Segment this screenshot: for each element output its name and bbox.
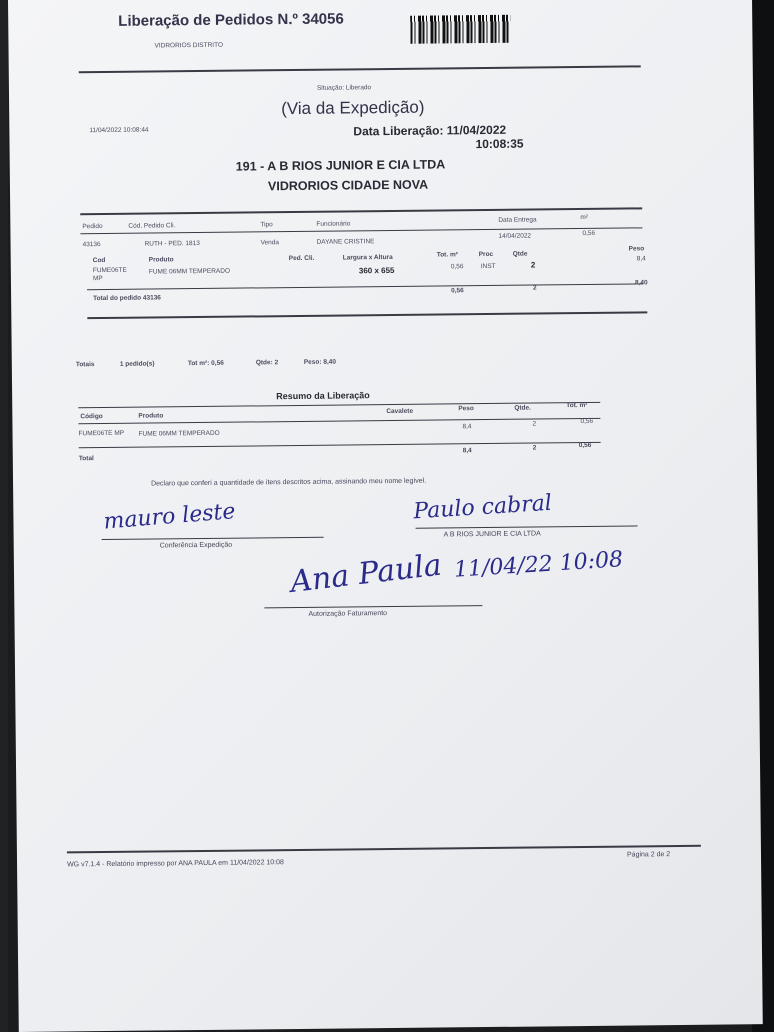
pedido-value-pedido: 43136 [82, 241, 101, 249]
item-header-cod: Cod [92, 256, 106, 265]
via-label: (Via da Expedição) [281, 97, 425, 119]
conferencia-label: Conferência Expedição [159, 541, 233, 550]
document-title: Liberação de Pedidos N.º 34056 [118, 10, 344, 30]
item-header-qtde: Qtde [512, 250, 528, 258]
pedido-header-pedido: Pedido [82, 223, 103, 231]
pedido-divider-top [80, 207, 642, 214]
resumo-header-peso: Peso [458, 405, 474, 413]
pedido-total-peso: 8,40 [634, 279, 648, 287]
print-datetime: 11/04/2022 10:08:44 [89, 126, 149, 135]
resumo-row-qtde: 2 [532, 420, 537, 428]
photo-background-left [0, 0, 8, 1032]
resumo-header-totm2: Tot. m² [566, 401, 588, 410]
resumo-total-m2: 0,56 [578, 441, 592, 450]
resumo-header-cavalete: Cavalete [386, 407, 414, 416]
resumo-header-qtde: Qtde. [514, 404, 531, 412]
loja-name: VIDRORIOS CIDADE NOVA [267, 177, 429, 194]
document-page [8, 0, 763, 1032]
resumo-total-label: Total [78, 455, 94, 463]
pedido-total-line [87, 283, 643, 290]
pedido-header-tipo: Tipo [260, 221, 273, 229]
resumo-row-codigo: FUME06TE MP [78, 429, 125, 438]
resumo-total-peso: 8,4 [462, 447, 472, 455]
signature-cliente: Paulo cabral [412, 490, 553, 525]
autorizacao-label: Autorização Faturamento [308, 610, 388, 618]
totais-qtde: Qtde: 2 [255, 359, 279, 367]
signature-conferencia: mauro leste [102, 499, 237, 535]
item-header-proc: Proc [478, 250, 494, 259]
pedido-header-codcli: Cód. Pedido Cli. [128, 222, 176, 230]
pedido-value-funcionario: DAYANE CRISTINE [316, 238, 375, 246]
declaracao-text: Declaro que conferi a quantidade de itens descritos acima, assinando meu nome legível. [151, 477, 427, 488]
resumo-total-line [79, 442, 601, 448]
situacao-label: Situação: Liberado [316, 84, 372, 92]
resumo-row-totm2: 0,56 [580, 417, 594, 426]
pedido-divider-bottom [87, 311, 647, 318]
footer-divider [67, 845, 701, 853]
cliente-name: 191 - A B RIOS JUNIOR E CIA LTDA [235, 157, 446, 174]
item-totm2: 0,56 [450, 263, 464, 271]
conferencia-line [102, 537, 324, 540]
resumo-row-peso: 8,4 [462, 423, 472, 431]
item-cod: FUME06TE MP [92, 266, 127, 283]
item-proc: INST [480, 262, 496, 271]
totais-pedidos: 1 pedido(s) [119, 360, 155, 368]
item-header-medidas: Largura x Altura [342, 253, 393, 262]
item-peso: 8,4 [636, 255, 646, 263]
resumo-row-produto: FUME 06MM TEMPERADO [138, 429, 220, 438]
pedido-total-qtde: 2 [533, 284, 537, 292]
item-header-peso: Peso [628, 245, 645, 253]
pedido-value-tipo: Venda [260, 239, 280, 247]
cliente-line [416, 525, 638, 528]
footer-page-number: Página 2 de 2 [626, 851, 671, 859]
resumo-header-produto: Produto [138, 412, 164, 420]
pedido-header-entrega: Data Entrega [498, 216, 537, 224]
pedido-value-entrega: 14/04/2022 [498, 232, 532, 240]
pedido-total-label: Total do pedido 43136 [93, 294, 161, 303]
cliente-label: A B RIOS JUNIOR E CIA LTDA [443, 530, 541, 539]
pedido-value-codcli: RUTH - PED. 1813 [144, 240, 200, 248]
signature-autorizacao: Ana Paula [288, 547, 444, 600]
resumo-title: Resumo da Liberação [276, 390, 370, 402]
item-header-pedcli: Ped. Cli. [288, 254, 315, 263]
totais-peso: Peso: 8,40 [303, 358, 337, 366]
item-qtde: 2 [530, 260, 536, 270]
item-produto: FUME 06MM TEMPERADO [148, 267, 231, 276]
header-divider [79, 65, 641, 72]
item-header-produto: Produto [148, 256, 174, 264]
data-liberacao: Data Liberação: 11/04/2022 [353, 122, 507, 139]
pedido-header-m2: m² [580, 213, 588, 222]
document-subtitle: VIDRORIOS DISTRITO [154, 41, 224, 50]
barcode-icon [410, 15, 510, 44]
pedido-header-funcionario: Funcionário [316, 220, 351, 228]
item-header-totm2: Tot. m² [436, 251, 458, 259]
totais-label: Totais [75, 361, 95, 369]
signature-data: 11/04/22 10:08 [453, 547, 624, 583]
hora-liberacao: 10:08:35 [475, 136, 524, 152]
footer-left: WG v7.1.4 - Relatório impresso por ANA PAULA em 11/04/2022 10:08 [67, 859, 284, 869]
resumo-total-qtde: 2 [532, 444, 537, 452]
pedido-total-m2: 0,56 [451, 287, 464, 295]
autorizacao-line [264, 605, 482, 608]
resumo-header-codigo: Código [80, 413, 103, 421]
item-medidas: 360 x 655 [358, 265, 395, 276]
pedido-value-m2: 0,56 [582, 229, 596, 237]
totais-m2: Tot m²: 0,56 [187, 359, 224, 368]
